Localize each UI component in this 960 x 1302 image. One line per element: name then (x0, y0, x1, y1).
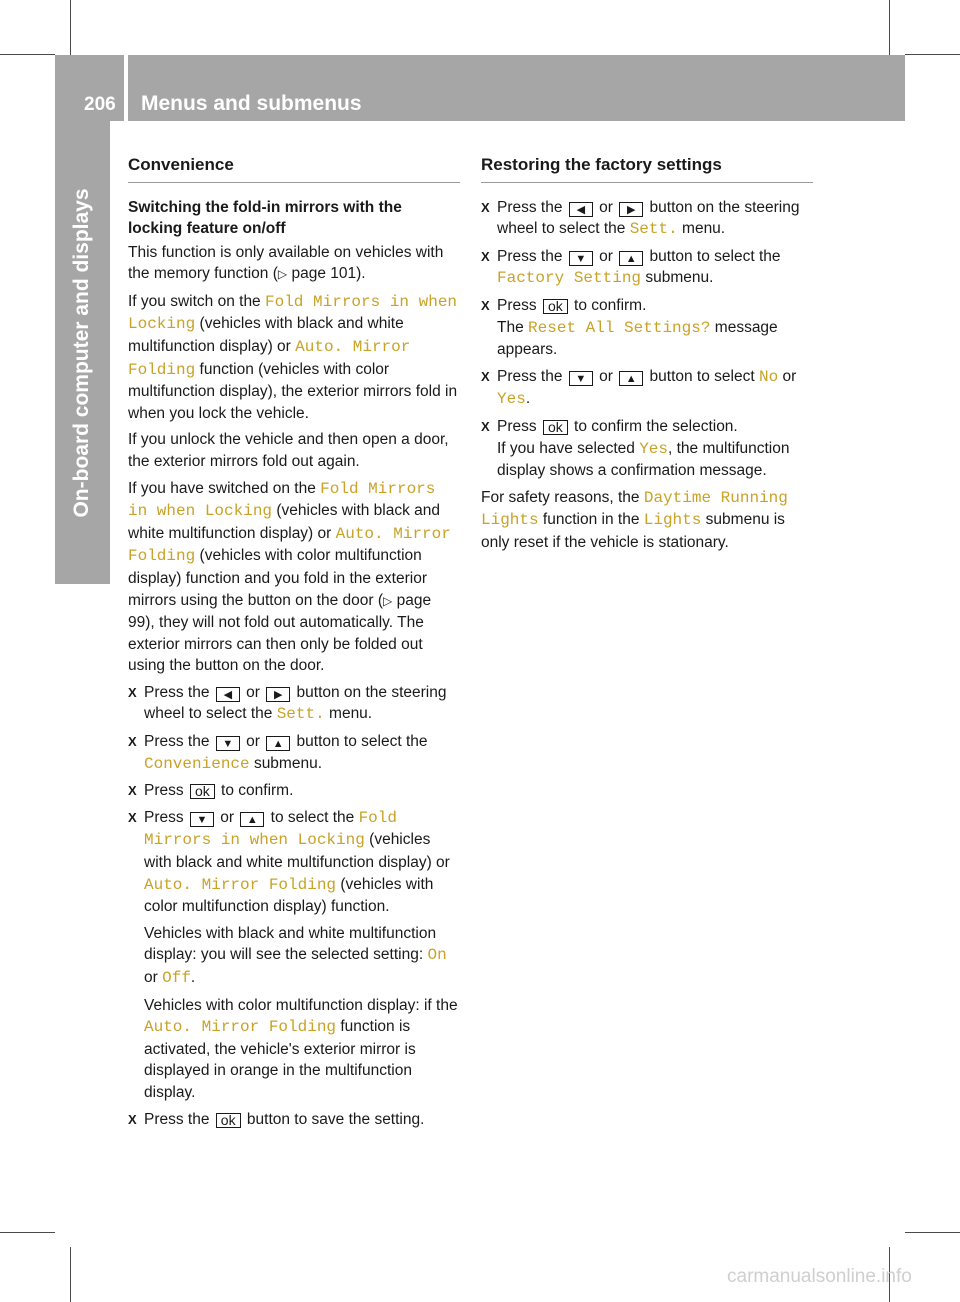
step-arrow-icon: X (128, 684, 137, 700)
header-title: Menus and submenus (141, 92, 362, 115)
down-arrow-key-icon: ▼ (216, 736, 240, 751)
display-text: Auto. Mirror Folding (144, 875, 337, 894)
crop-mark (0, 54, 55, 55)
step-note: If you have selected Yes, the multifunction display shows a confirmation message. (497, 439, 790, 480)
crop-mark (889, 0, 890, 55)
crop-mark (905, 54, 960, 55)
step-arrow-icon: X (128, 809, 137, 825)
step-arrow-icon: X (128, 734, 137, 750)
up-arrow-key-icon: ▲ (619, 251, 643, 266)
step: X Press ▼ or ▲ to select the Fold Mirrors in when Locking (vehicles with black and white multifunction display) or Auto. Mirror Folding (vehicles with color multifunction display) function. Vehicles with black and white multifunction display: you will see the selected setting: On or Off. Vehicles with color multifunction display: if the Auto. Mirror Folding function is activated, the vehicle's exterior mirror is displayed in orange in the multifunction display. (128, 807, 460, 1104)
step-arrow-icon: X (128, 783, 137, 799)
step-arrow-icon: X (481, 368, 490, 384)
display-text: Factory Setting (497, 269, 642, 288)
step: X Press the ◀ or ▶ button on the steering wheel to select the Sett. menu. (128, 683, 447, 724)
display-text: Fold Mirrors in when Locking (144, 808, 397, 850)
display-text: Reset All Settings? (528, 318, 711, 337)
step: X Press ok to confirm the selection. If you have selected Yes, the multifunction display shows a confirmation message. (481, 416, 813, 482)
step: X Press the ◀ or ▶ button on the steering wheel to select the Sett. menu. (481, 198, 800, 239)
subheading-fold-in-mirrors: Switching the fold-in mirrors with the locking feature on/off (128, 198, 402, 237)
step-arrow-icon: X (481, 418, 490, 434)
display-text: Auto. Mirror Folding (144, 1018, 337, 1037)
step-arrow-icon: X (128, 1111, 137, 1127)
page-number: 206 (84, 94, 116, 115)
display-text: Fold Mirrors in when Locking (128, 292, 458, 334)
right-arrow-key-icon: ▶ (266, 687, 290, 702)
crop-mark (905, 1232, 960, 1233)
page-ref-link[interactable]: page 101 (291, 265, 357, 283)
left-arrow-key-icon: ◀ (216, 687, 240, 702)
display-text: On (427, 946, 447, 965)
step: X Press ok to confirm. The Reset All Settings? message appears. (481, 295, 813, 361)
page-ref-icon: ▷ (277, 267, 288, 282)
left-column (128, 150, 460, 1135)
step: X Press ok to confirm. (128, 780, 460, 802)
down-arrow-key-icon: ▼ (569, 371, 593, 386)
side-tab-label: On-board computer and displays (70, 188, 93, 518)
page-ref-icon: ▷ (383, 593, 393, 608)
page-ref-link[interactable]: page 99 (128, 591, 432, 632)
step-arrow-icon: X (481, 248, 490, 264)
ok-key-icon: ok (216, 1113, 241, 1128)
footer-watermark: carmanualsonline.info (727, 1266, 912, 1287)
step-note: Vehicles with black and white multifunction display: you will see the selected setting: On or Off. (144, 924, 447, 987)
step-arrow-icon: X (481, 199, 490, 215)
display-text: Yes (639, 439, 668, 458)
header-divider (124, 55, 128, 121)
crop-mark (70, 0, 71, 55)
ok-key-icon: ok (190, 784, 215, 799)
paragraph: If you have switched on the Fold Mirrors in when Locking (vehicles with black and white multifunction display) or Auto. Mirror Folding (vehicles with color multifunction display) function and you fold in the exterior mirrors using the button on the door (▷ page 99), they will not fold out automatically. The exterior mirrors can then only be folded out using the button on the door. (128, 479, 451, 675)
up-arrow-key-icon: ▲ (240, 812, 264, 827)
display-text: Yes (497, 390, 526, 409)
up-arrow-key-icon: ▲ (619, 371, 643, 386)
step: X Press the ▼ or ▲ button to select the Convenience submenu. (128, 733, 428, 773)
display-text: No (758, 367, 779, 386)
right-column (481, 150, 813, 559)
step-note: Vehicles with color multifunction display: if the Auto. Mirror Folding function is activated, the vehicle's exterior mirror is displayed in orange in the multifunction display. (144, 996, 458, 1101)
display-text: Lights (643, 511, 702, 530)
crop-mark (70, 1247, 71, 1302)
left-arrow-key-icon: ◀ (569, 202, 593, 217)
step: X Press the ▼ or ▲ button to select the Factory Setting submenu. (481, 247, 781, 288)
steps-list (481, 197, 813, 482)
crop-mark (0, 1232, 55, 1233)
display-text: Fold Mirrors in when Locking (128, 479, 436, 521)
paragraph: If you switch on the Fold Mirrors in when Locking (vehicles with black and white multifunction display) or Auto. Mirror Folding function (vehicles with color multifunction display), the exterior mirrors fold in when you lock the vehicle. (128, 292, 458, 422)
ok-key-icon: ok (543, 420, 568, 435)
section-heading-convenience: Convenience (128, 154, 460, 183)
paragraph: For safety reasons, the Daytime Running Lights function in the Lights submenu is only reset if the vehicle is stationary. (481, 488, 788, 551)
paragraph: This function is only available on vehicles with the memory function (▷ page 101). (128, 243, 444, 283)
step: X Press the ok button to save the setting. (128, 1109, 460, 1131)
step: X Press the ▼ or ▲ button to select No or Yes. (481, 367, 797, 409)
display-text: Sett. (276, 705, 325, 724)
display-text: Off (162, 969, 191, 987)
down-arrow-key-icon: ▼ (569, 251, 593, 266)
up-arrow-key-icon: ▲ (266, 736, 290, 751)
steps-list (128, 682, 460, 1130)
display-text: Convenience (144, 754, 250, 773)
display-text: Sett. (629, 220, 678, 239)
section-heading-factory-settings: Restoring the factory settings (481, 154, 813, 183)
display-text: Auto. Mirror Folding (128, 524, 451, 566)
display-text: Auto. Mirror Folding (128, 337, 411, 379)
right-arrow-key-icon: ▶ (619, 202, 643, 217)
down-arrow-key-icon: ▼ (190, 812, 214, 827)
ok-key-icon: ok (543, 299, 568, 314)
step-arrow-icon: X (481, 297, 490, 313)
paragraph: If you unlock the vehicle and then open a door, the exterior mirrors fold out again. (128, 431, 449, 470)
display-text: Daytime Running Lights (481, 488, 788, 530)
step-note: The Reset All Settings? message appears. (497, 318, 778, 359)
